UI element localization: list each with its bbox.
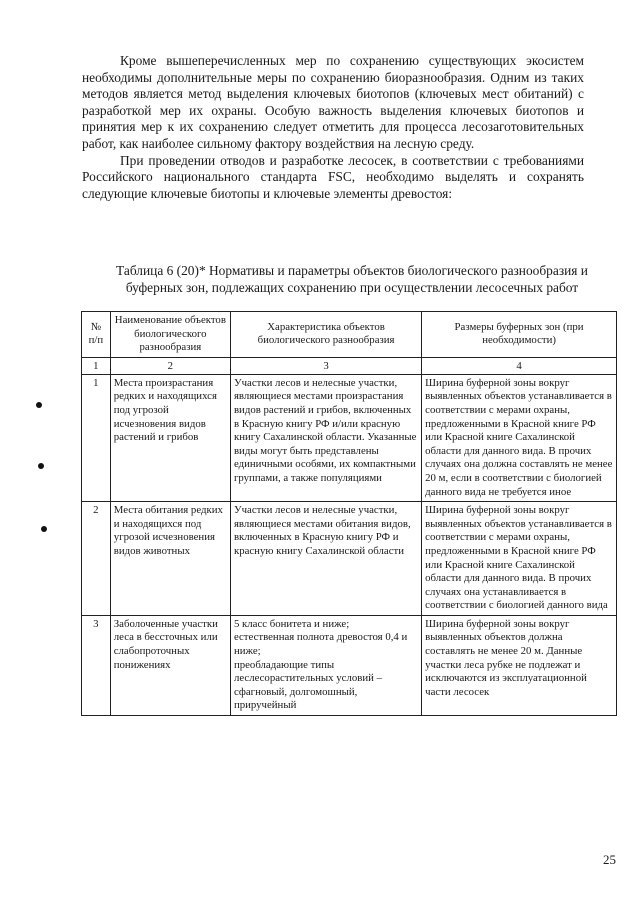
biodiversity-table xyxy=(81,311,617,716)
binder-hole-mark xyxy=(41,526,47,532)
object-name: Места произрастания редких и находящихся под угрозой исчезновения видов растений и грибов xyxy=(110,374,230,501)
object-name: Заболоченные участки леса в бессточных или слабопроточных понижениях xyxy=(110,615,230,715)
column-number: 3 xyxy=(230,357,421,374)
table-row xyxy=(82,374,617,501)
column-number: 4 xyxy=(422,357,617,374)
binder-hole-mark xyxy=(36,402,42,408)
paragraph-2: При проведении отводов и разработке лесосек, в соответствии с требованиями Российского национального стандарта FSC, необходимо выделять и сохранять следующие ключевые биотопы и ключевые элементы древостоя: xyxy=(82,152,584,201)
buffer-zone-size: Ширина буферной зоны вокруг выявленных объектов должна составлять не менее 20 м. Данные участки леса рубке не подлежат и исключаются из эксплуатационной части лесосек xyxy=(422,615,617,715)
row-number: 2 xyxy=(82,502,111,616)
header-number: № п/п xyxy=(82,312,111,358)
binder-hole-mark xyxy=(38,463,44,469)
header-characteristic: Характеристика объектов биологического разнообразия xyxy=(230,312,421,358)
page-number: 25 xyxy=(603,852,616,867)
object-characteristic xyxy=(230,615,421,715)
buffer-zone-size: Ширина буферной зоны вокруг выявленных объектов устанавливается в соответствии с мерами охраны, предложенными в Красной книге РФ или Красной книге Сахалинской области для данного вида. В прочих случаях она должна составлять не менее 20 м, если в соответствии с биологией данного вида не требуется иное xyxy=(422,374,617,501)
table-caption: Таблица 6 (20)* Нормативы и параметры объектов биологического разнообразия и буферных зон, подлежащих сохранению при осуществлении лесосечных работ xyxy=(116,263,588,295)
header-buffer-size: Размеры буферных зон (при необходимости) xyxy=(422,312,617,358)
table-row xyxy=(82,615,617,715)
characteristic-line: преобладающие типы леслесорастительных условий – сфагновый, долгомошный, приручейный xyxy=(233,658,382,712)
object-characteristic: Участки лесов и нелесные участки, являющиеся местами произрастания видов растений и грибов, включенных в Красную книгу РФ и/или красную книгу Сахалинской области. Указанные виды могут быть представлены единичными особями, их компактными группами, а также популяциями xyxy=(230,374,421,501)
intro-text xyxy=(82,53,584,202)
column-number: 1 xyxy=(82,357,111,374)
column-number-row xyxy=(82,357,617,374)
row-number: 1 xyxy=(82,374,111,501)
header-object-name: Наименование объектов биологического разнообразия xyxy=(110,312,230,358)
table-header-row xyxy=(82,312,617,358)
buffer-zone-size: Ширина буферной зоны вокруг выявленных объектов устанавливается в соответствии с мерами охраны, предложенными в Красной книге РФ или Красной книге Сахалинской области для данного вида. В прочих случаях она устанавливается в соответствии с биологией данного вида xyxy=(422,502,617,616)
table-row xyxy=(82,502,617,616)
characteristic-line: естественная полнота древостоя 0,4 и ниже; xyxy=(233,631,408,658)
object-name: Места обитания редких и находящихся под угрозой исчезновения видов животных xyxy=(110,502,230,616)
object-characteristic: Участки лесов и нелесные участки, являющиеся местами обитания видов, включенных в Красную книгу РФ и красную книгу Сахалинской области xyxy=(230,502,421,616)
row-number: 3 xyxy=(82,615,111,715)
column-number: 2 xyxy=(110,357,230,374)
paragraph-1: Кроме вышеперечисленных мер по сохранению существующих экосистем необходимы дополнительные меры по сохранению биоразнообразия. Одним из таких методов является метод выделения ключевых биотопов (ключевых мест обитаний) с разработкой мер их охраны. Особую важность выделения ключевых биотопов и принятия мер к их сохранению следует отметить для процесса лесозаготовительных работ, как наиболее сильному фактору воздействия на лесную среду. xyxy=(82,53,584,151)
characteristic-line: 5 класс бонитета и ниже; xyxy=(233,617,350,630)
